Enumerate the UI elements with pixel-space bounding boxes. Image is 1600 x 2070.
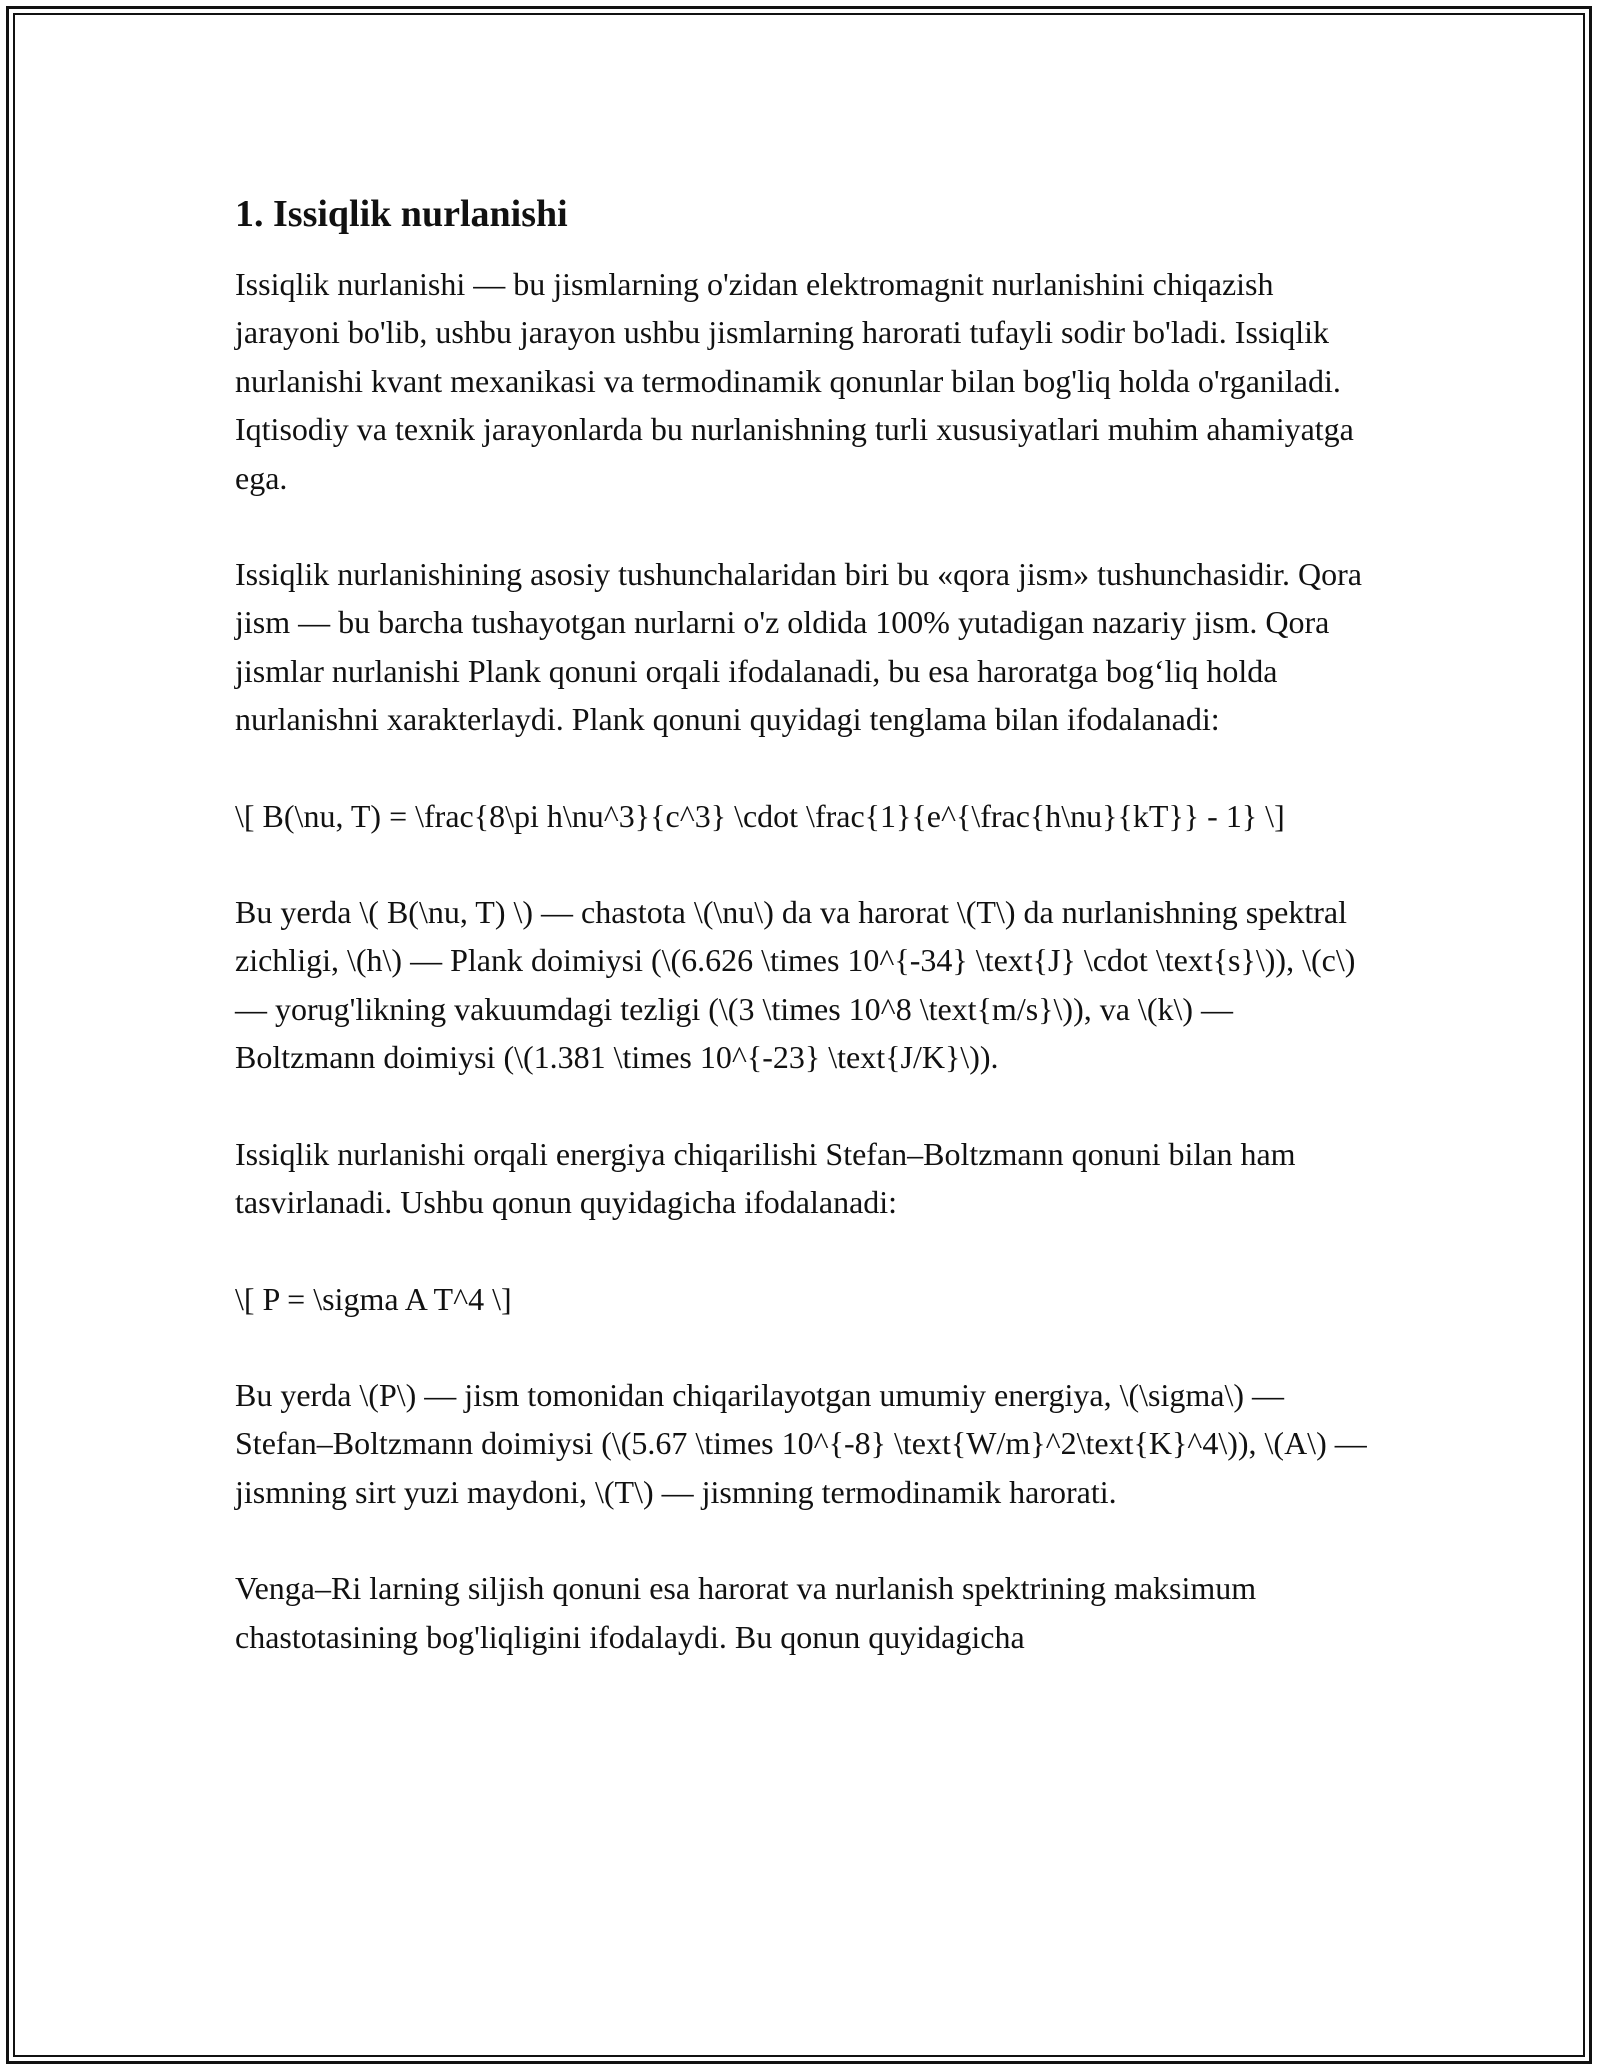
- paragraph-wien-law: Venga–Ri larning siljish qonuni esa harorat va nurlanish spektrining maksimum chastotasining bog'liqligini ifodalaydi. Bu qonun quyidagicha: [235, 1570, 1257, 1655]
- equation-planck: \[ B(\nu, T) = \frac{8\pi h\nu^3}{c^3} \cdot \frac{1}{e^{\frac{h\nu}{kT}} - 1} \]: [235, 797, 1285, 834]
- paragraph-black-body: Issiqlik nurlanishining asosiy tushunchalaridan biri bu «qora jism» tushunchasidir. Qora jism — bu barcha tushayotgan nurlarni o'z oldida 100% yutadigan nazariy jism. Qora jismlar nurlanishi Plank qonuni orqali ifodalanadi, bu esa haroratga bog‘liq holda nurlanishni xarakterlaydi. Plank qonuni quyidagi tenglama bilan ifodalanadi:: [235, 556, 1362, 738]
- document-body: [235, 186, 1370, 1709]
- paragraph-stefan-boltzmann: Issiqlik nurlanishi orqali energiya chiqarilishi Stefan–Boltzmann qonuni bilan ham tasvirlanadi. Ushbu qonun quyidagicha ifodalanadi:: [235, 1135, 1296, 1221]
- equation-stefan-boltzmann: \[ P = \sigma A T^4 \]: [235, 1280, 512, 1317]
- paragraph-intro: Issiqlik nurlanishi — bu jismlarning o'zidan elektromagnit nurlanishini chiqazish jarayoni bo'lib, ushbu jarayon ushbu jismlarning harorati tufayli sodir bo'ladi. Issiqlik nurlanishi kvant mexanikasi va termodinamik qonunlar bilan bog'liq holda o'rganiladi. Iqtisodiy va texnik jarayonlarda bu nurlanishning turli xususiyatlari muhim ahamiyatga ega.: [235, 266, 1354, 496]
- paragraph-planck-terms: Bu yerda \( B(\nu, T) \) — chastota \(\nu\) da va harorat \(T\) da nurlanishning spektral zichligi, \(h\) — Plank doimiysi (\(6.626 \times 10^{-34} \text{J} \cdot \text{s}\)), \(c\) — yorug'likning vakuumdagi tezligi (\(3 \times 10^8 \text{m/s}\)), va \(k\) — Boltzmann doimiysi (\(1.381 \times 10^{-23} \text{J/K}\)).: [235, 894, 1356, 1076]
- paragraph-stefan-terms: Bu yerda \(P\) — jism tomonidan chiqarilayotgan umumiy energiya, \(\sigma\) — Stefan–Boltzmann doimiysi (\(5.67 \times 10^{-8} \text{W/m}^2\text{K}^4\)), \(A\) — jismning sirt yuzi maydoni, \(T\) — jismning termodinamik harorati.: [235, 1376, 1367, 1510]
- section-heading: 1. Issiqlik nurlanishi: [235, 193, 568, 235]
